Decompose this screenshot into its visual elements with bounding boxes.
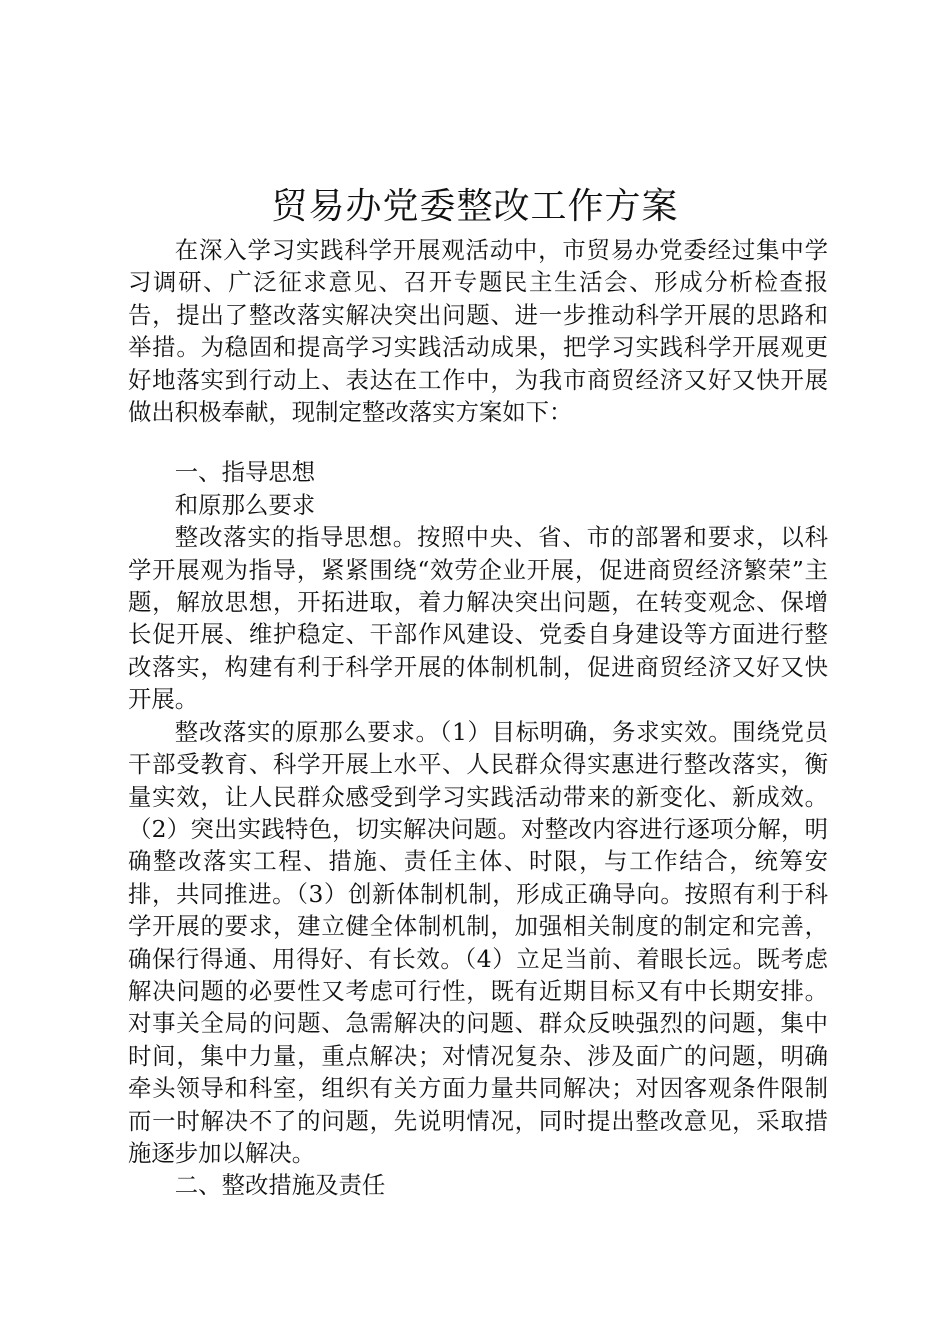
paragraph-gap	[128, 428, 828, 456]
section-heading-measures: 二、整改措施及责任	[174, 1171, 386, 1200]
section-heading-guiding-thought: 一、指导思想	[174, 458, 316, 487]
document-title: 贸易办党委整改工作方案	[271, 186, 679, 227]
section-heading-principles: 和原那么要求	[174, 490, 316, 519]
intro-paragraph: 在深入学习实践科学开展观活动中，市贸易办党委经过集中学习调研、广泛征求意见、召开专题民主生活会、形成分析检查报告，提出了整改落实解决突出问题、进一步推动科学开展的思路和举措。为稳固和提高学习实践活动成果，把学习实践科学开展观更好地落实到行动上、表达在工作中，为我市商贸经济又好又快开展做出积极奉献，现制定整改落实方案如下：	[128, 236, 828, 427]
document-body	[128, 234, 828, 1202]
guiding-thought-paragraph: 整改落实的指导思想。按照中央、省、市的部署和要求，以科学开展观为指导，紧紧围绕“效劳企业开展，促进商贸经济繁荣”主题，解放思想，开拓进取，着力解决突出问题，在转变观念、保增长促开展、维护稳定、干部作风建设、党委自身建设等方面进行整改落实，构建有利于科学开展的体制机制，促进商贸经济又好又快开展。	[128, 523, 828, 714]
principles-paragraph: 整改落实的原那么要求。（1）目标明确，务求实效。围绕党员干部受教育、科学开展上水平、人民群众得实惠进行整改落实，衡量实效，让人民群众感受到学习实践活动带来的新变化、新成效。（2）突出实践特色，切实解决问题。对整改内容进行逐项分解，明确整改落实工程、措施、责任主体、时限，与工作结合，统筹安排，共同推进。（3）创新体制机制，形成正确导向。按照有利于科学开展的要求，建立健全体制机制，加强相关制度的制定和完善，确保行得通、用得好、有长效。（4）立足当前、着眼长远。既考虑解决问题的必要性又考虑可行性，既有近期目标又有中长期安排。对事关全局的问题、急需解决的问题、群众反映强烈的问题，集中时间，集中力量，重点解决；对情况复杂、涉及面广的问题，明确牵头领导和科室，组织有关方面力量共同解决；对因客观条件限制而一时解决不了的问题，先说明情况，同时提出整改意见，采取措施逐步加以解决。	[128, 717, 828, 1167]
